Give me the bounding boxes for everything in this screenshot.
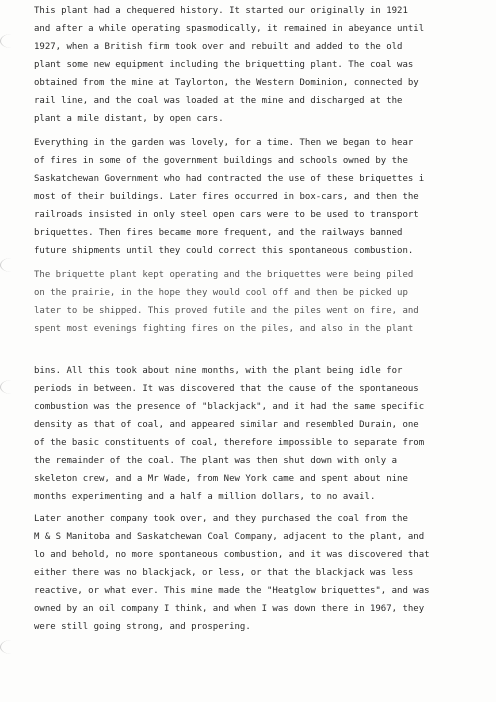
text-line: on the prairie, in the hope they would cool off and then be picked up <box>34 288 408 298</box>
text-line: future shipments until they could correct this spontaneous combustion. <box>34 246 414 256</box>
text-line: Saskatchewan Government who had contracted the use of these briquettes i <box>34 174 425 184</box>
text-line: Everything in the garden was lovely, for a time. Then we began to hear <box>34 138 414 148</box>
text-line: periods in between. It was discovered that the cause of the spontaneous <box>34 384 419 394</box>
text-line: railroads insisted in only steel open cars were to be used to transport <box>34 210 419 220</box>
text-line: M & S Manitoba and Saskatchewan Coal Company, adjacent to the plant, and <box>34 532 425 542</box>
text-line: and after a while operating spasmodically, it remained in abeyance until <box>34 24 425 34</box>
text-line: either there was no blackjack, or less, or that the blackjack was less <box>34 568 414 578</box>
text-line: spent most evenings fighting fires on the piles, and also in the plant <box>34 324 414 334</box>
text-line: skeleton crew, and a Mr Wade, from New York came and spent about nine <box>34 474 408 484</box>
text-line: lo and behold, no more spontaneous combustion, and it was discovered that <box>34 550 430 560</box>
text-line: plant a mile distant, by open cars. <box>34 114 224 124</box>
punch-hole-mark <box>0 34 23 48</box>
text-line: This plant had a chequered history. It started our originally in 1921 <box>34 6 408 16</box>
text-line: later to be shipped. This proved futile and the piles went on fire, and <box>34 306 419 316</box>
text-line: 1927, when a British firm took over and rebuilt and added to the old <box>34 42 403 52</box>
text-line: briquettes. Then fires became more frequent, and the railways banned <box>34 228 403 238</box>
text-line: months experimenting and a half a million dollars, to no avail. <box>34 492 376 502</box>
punch-hole-mark <box>0 380 23 394</box>
text-line: obtained from the mine at Taylorton, the Western Dominion, connected by <box>34 78 419 88</box>
text-line: combustion was the presence of "blackjack", and it had the same specific <box>34 402 425 412</box>
punch-hole-mark <box>0 258 23 272</box>
punch-hole-mark <box>0 640 23 654</box>
text-line: bins. All this took about nine months, with the plant being idle for <box>34 366 403 376</box>
text-line: plant some new equipment including the briquetting plant. The coal was <box>34 60 414 70</box>
text-line: most of their buildings. Later fires occurred in box-cars, and then the <box>34 192 419 202</box>
text-line: The briquette plant kept operating and the briquettes were being piled <box>34 270 414 280</box>
text-line: were still going strong, and prospering. <box>34 622 251 632</box>
text-line: of fires in some of the government buildings and schools owned by the <box>34 156 408 166</box>
text-line: density as that of coal, and appeared similar and resembled Durain, one <box>34 420 419 430</box>
text-line: owned by an oil company I think, and when I was down there in 1967, they <box>34 604 425 614</box>
text-line: of the basic constituents of coal, therefore impossible to separate from <box>34 438 425 448</box>
text-line: Later another company took over, and they purchased the coal from the <box>34 514 408 524</box>
text-line: reactive, or what ever. This mine made the "Heatglow briquettes", and was <box>34 586 430 596</box>
text-line: rail line, and the coal was loaded at the mine and discharged at the <box>34 96 403 106</box>
text-line: the remainder of the coal. The plant was then shut down with only a <box>34 456 398 466</box>
